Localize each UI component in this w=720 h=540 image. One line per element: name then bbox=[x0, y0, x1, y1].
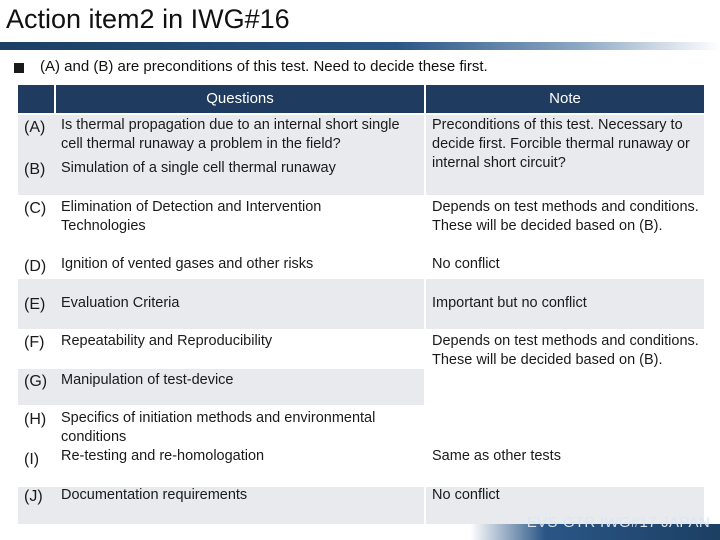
bullet-text: (A) and (B) are preconditions of this test. Need to decide these first. bbox=[40, 58, 488, 75]
note-text: Important but no conflict bbox=[432, 295, 587, 311]
row-letter: (H) bbox=[24, 411, 47, 428]
question-text: Documentation requirements bbox=[61, 487, 248, 503]
note-text: Same as other tests bbox=[432, 448, 561, 464]
note-text: Depends on test methods and conditions. These will be decided based on (B). bbox=[432, 199, 699, 234]
title-rule bbox=[0, 42, 720, 50]
question-text: Re-testing and re-homologation bbox=[61, 448, 265, 464]
row-letter: (A) bbox=[24, 119, 46, 136]
row-letter: (C) bbox=[24, 200, 47, 217]
row-letter: (I) bbox=[24, 451, 40, 468]
question-text: Elimination of Detection and Intervention Technologies bbox=[61, 199, 322, 234]
question-text: Is thermal propagation due to an internal short single cell thermal runaway a problem in the field? bbox=[61, 117, 400, 152]
note-text: Preconditions of this test. Necessary to decide first. Forcible thermal runaway or internal short circuit? bbox=[432, 117, 690, 171]
question-text: Ignition of vented gases and other risks bbox=[61, 256, 314, 272]
row-letter: (D) bbox=[24, 258, 47, 275]
row-letter: (J) bbox=[24, 488, 43, 505]
footer-text: EVS-GTR IWG#17 JAPAN bbox=[526, 514, 710, 531]
question-text: Evaluation Criteria bbox=[61, 295, 180, 311]
row-letter: (F) bbox=[24, 334, 45, 351]
question-text: Simulation of a single cell thermal runaway bbox=[61, 160, 336, 176]
question-text: Manipulation of test-device bbox=[61, 372, 234, 388]
question-text: Repeatability and Reproducibility bbox=[61, 333, 273, 349]
note-text: Depends on test methods and conditions. These will be decided based on (B). bbox=[432, 333, 699, 368]
slide-title: Action item2 in IWG#16 bbox=[6, 4, 290, 34]
note-text: No conflict bbox=[432, 487, 500, 503]
action-items-table bbox=[18, 85, 704, 524]
question-text: Specifics of initiation methods and environmental conditions bbox=[61, 410, 376, 445]
row-letter: (G) bbox=[24, 373, 48, 390]
header-letter-cell bbox=[18, 85, 54, 113]
row-letter: (E) bbox=[24, 296, 46, 313]
row-letter: (B) bbox=[24, 161, 46, 178]
note-text: No conflict bbox=[432, 256, 500, 272]
header-note: Note bbox=[426, 85, 704, 113]
header-questions: Questions bbox=[56, 85, 424, 113]
square-bullet-icon bbox=[14, 63, 24, 73]
